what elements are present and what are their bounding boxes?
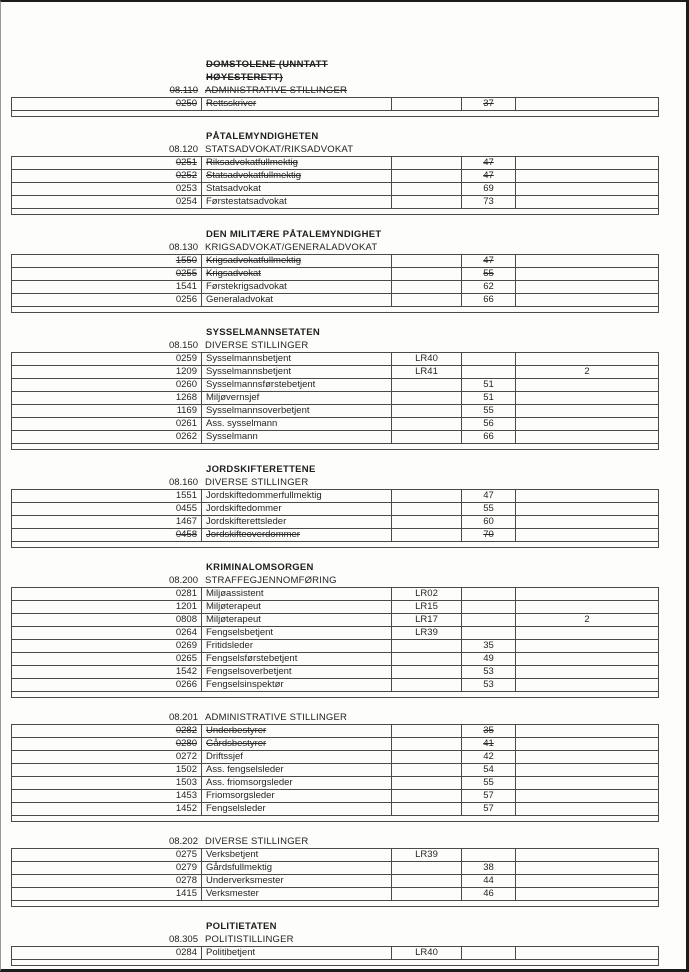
- note-cell: [516, 725, 658, 737]
- position-title-cell: Verksmester: [202, 888, 392, 900]
- lr-code-cell: [392, 157, 462, 169]
- note-cell: [516, 98, 658, 110]
- note-cell: [516, 353, 658, 365]
- lr-code-cell: LR40: [392, 947, 462, 959]
- salary-grade-cell: 57: [462, 790, 516, 802]
- table-row: [12, 764, 658, 777]
- section: [1, 835, 686, 907]
- salary-grade-cell: 55: [462, 268, 516, 280]
- note-cell: [516, 529, 658, 541]
- note-cell: [516, 640, 658, 652]
- lr-code-cell: [392, 640, 462, 652]
- salary-grade-cell: 37: [462, 98, 516, 110]
- note-cell: 2: [584, 366, 590, 377]
- lr-code-cell: [392, 503, 462, 515]
- table-row: [12, 653, 658, 666]
- table-row: [12, 157, 658, 170]
- table-row: [12, 725, 658, 738]
- position-title-cell: Fengselsførstebetjent: [202, 653, 392, 665]
- salary-grade-cell: 53: [462, 679, 516, 691]
- salary-grade-cell: [462, 353, 516, 365]
- lr-code-cell: [392, 764, 462, 776]
- salary-grade-cell: 51: [462, 379, 516, 391]
- positions-table: [11, 156, 659, 215]
- position-code-cell: 1503: [12, 777, 202, 789]
- table-row: [12, 268, 658, 281]
- lr-code-cell: [392, 490, 462, 502]
- lr-code-cell: [392, 281, 462, 293]
- lr-code-cell: LR02: [392, 588, 462, 600]
- positions-table: [11, 724, 659, 822]
- position-code-cell: 0250: [12, 98, 202, 110]
- note-cell: [516, 268, 658, 280]
- lr-code-cell: [392, 777, 462, 789]
- position-code-cell: 0253: [12, 183, 202, 195]
- position-code-cell: 1201: [12, 601, 202, 613]
- table-row: [12, 281, 658, 294]
- table-row: [12, 588, 658, 601]
- position-code-cell: 0259: [12, 353, 202, 365]
- note-cell: [516, 431, 658, 443]
- note-cell: [516, 516, 658, 528]
- subsection-heading: ADMINISTRATIVE STILLINGER: [205, 712, 348, 723]
- note-cell: [516, 588, 658, 600]
- position-title-cell: Jordskiftedommer: [202, 503, 392, 515]
- salary-grade-cell: 35: [462, 640, 516, 652]
- table-row: [12, 627, 658, 640]
- salary-grade-cell: 60: [462, 516, 516, 528]
- position-title-cell: Underbestyrer: [202, 725, 392, 737]
- note-cell: [516, 947, 658, 959]
- subsection-heading: DIVERSE STILLINGER: [205, 836, 309, 847]
- position-title-cell: Krigsadvokat: [202, 268, 392, 280]
- position-code-cell: 1502: [12, 764, 202, 776]
- table-row: [12, 875, 658, 888]
- salary-grade-cell: 55: [462, 405, 516, 417]
- position-title-cell: Driftssjef: [202, 751, 392, 763]
- position-title-cell: Sysselmann: [202, 431, 392, 443]
- salary-grade-cell: [462, 947, 516, 959]
- section: [1, 463, 686, 548]
- salary-grade-cell: 47: [462, 157, 516, 169]
- position-title-cell: Ass. friomsorgsleder: [202, 777, 392, 789]
- salary-grade-cell: 49: [462, 653, 516, 665]
- salary-grade-cell: 47: [462, 490, 516, 502]
- table-row: [12, 294, 658, 307]
- subsection-heading: STATSADVOKAT/RIKSADVOKAT: [205, 144, 354, 155]
- section: [1, 326, 686, 450]
- lr-code-cell: [392, 790, 462, 802]
- lr-code-cell: [392, 392, 462, 404]
- note-cell: [516, 294, 658, 306]
- position-code-cell: 0272: [12, 751, 202, 763]
- table-row: [12, 98, 658, 111]
- position-title-cell: Fritidsleder: [202, 640, 392, 652]
- salary-grade-cell: [462, 588, 516, 600]
- position-code-cell: 0455: [12, 503, 202, 515]
- table-row: [12, 392, 658, 405]
- section-title: HØYESTERETT): [206, 72, 283, 83]
- position-code-cell: 1467: [12, 516, 202, 528]
- note-cell: [516, 875, 658, 887]
- table-row: [12, 196, 658, 209]
- position-code-cell: 0251: [12, 157, 202, 169]
- subsection-heading: KRIGSADVOKAT/GENERALADVOKAT: [205, 242, 378, 253]
- note-cell: [516, 627, 658, 639]
- position-code-cell: 0266: [12, 679, 202, 691]
- note-cell: [516, 196, 658, 208]
- subsection-code: 08.130: [168, 242, 198, 253]
- position-code-cell: 0280: [12, 738, 202, 750]
- subsection-heading: STRAFFEGJENNOMFØRING: [205, 575, 337, 586]
- lr-code-cell: [392, 803, 462, 815]
- section-title: DEN MILITÆRE PÅTALEMYNDIGHET: [206, 229, 382, 240]
- position-title-cell: Gårdsfullmektig: [202, 862, 392, 874]
- note-cell: [516, 255, 658, 267]
- position-title-cell: Sysselmannsbetjent: [202, 353, 392, 365]
- note-cell: [516, 490, 658, 502]
- salary-grade-cell: 47: [462, 255, 516, 267]
- table-row: [12, 790, 658, 803]
- table-row: [12, 862, 658, 875]
- subsection-code: 08.200: [168, 575, 198, 586]
- lr-code-cell: [392, 418, 462, 430]
- position-code-cell: 1415: [12, 888, 202, 900]
- position-title-cell: Underverksmester: [202, 875, 392, 887]
- position-title-cell: Miljøvernsjef: [202, 392, 392, 404]
- position-code-cell: 1268: [12, 392, 202, 404]
- lr-code-cell: [392, 405, 462, 417]
- lr-code-cell: [392, 529, 462, 541]
- position-title-cell: Miljøterapeut: [202, 614, 392, 626]
- table-row: [12, 849, 658, 862]
- note-cell: 2: [584, 614, 590, 625]
- subsection-code: 08.305: [168, 934, 198, 945]
- salary-grade-cell: [462, 366, 516, 378]
- position-title-cell: Fengselsbetjent: [202, 627, 392, 639]
- subsection-code: 08.110: [169, 85, 198, 96]
- position-title-cell: Riksadvokatfullmektig: [202, 157, 392, 169]
- position-code-cell: 1209: [12, 366, 202, 378]
- salary-grade-cell: 47: [462, 170, 516, 182]
- subsection-header: [1, 476, 686, 489]
- position-code-cell: 0458: [12, 529, 202, 541]
- lr-code-cell: [392, 875, 462, 887]
- position-code-cell: 0269: [12, 640, 202, 652]
- salary-grade-cell: 44: [462, 875, 516, 887]
- salary-grade-cell: 54: [462, 764, 516, 776]
- note-cell: [516, 888, 658, 900]
- position-title-cell: Førstekrigsadvokat: [202, 281, 392, 293]
- subsection-code: 08.160: [168, 477, 198, 488]
- lr-code-cell: [392, 268, 462, 280]
- subsection-heading: DIVERSE STILLINGER: [205, 477, 309, 488]
- position-code-cell: 0261: [12, 418, 202, 430]
- positions-table: [11, 489, 659, 548]
- lr-code-cell: [392, 294, 462, 306]
- lr-code-cell: [392, 725, 462, 737]
- table-row: [12, 516, 658, 529]
- salary-grade-cell: 66: [462, 431, 516, 443]
- table-row: [12, 666, 658, 679]
- position-code-cell: 1551: [12, 490, 202, 502]
- table-row: [12, 353, 658, 366]
- position-code-cell: 0275: [12, 849, 202, 861]
- note-cell: [516, 777, 658, 789]
- section-title: PÅTALEMYNDIGHETEN: [206, 131, 319, 142]
- table-row: [12, 418, 658, 431]
- table-row: [12, 777, 658, 790]
- note-cell: [516, 281, 658, 293]
- lr-code-cell: [392, 888, 462, 900]
- salary-grade-cell: 73: [462, 196, 516, 208]
- position-title-cell: Førstestatsadvokat: [202, 196, 392, 208]
- lr-code-cell: [392, 751, 462, 763]
- note-cell: [516, 601, 658, 613]
- position-code-cell: 1550: [12, 255, 202, 267]
- position-title-cell: Politibetjent: [202, 947, 392, 959]
- lr-code-cell: LR15: [392, 601, 462, 613]
- subsection-header: [1, 84, 686, 97]
- lr-code-cell: LR39: [392, 849, 462, 861]
- subsection-header: [1, 933, 686, 946]
- subsection-header: [1, 339, 686, 352]
- salary-grade-cell: 41: [462, 738, 516, 750]
- salary-grade-cell: 70: [462, 529, 516, 541]
- salary-grade-cell: 62: [462, 281, 516, 293]
- position-title-cell: Statsadvokat: [202, 183, 392, 195]
- table-row: [12, 170, 658, 183]
- lr-code-cell: [392, 379, 462, 391]
- salary-grade-cell: [462, 849, 516, 861]
- subsection-heading: POLITISTILLINGER: [205, 934, 294, 945]
- salary-grade-cell: 35: [462, 725, 516, 737]
- section-title: POLITIETATEN: [206, 921, 277, 932]
- section-title: KRIMINALOMSORGEN: [206, 562, 314, 573]
- position-code-cell: 0265: [12, 653, 202, 665]
- positions-table: [11, 352, 659, 450]
- position-title-cell: Ass. sysselmann: [202, 418, 392, 430]
- salary-grade-cell: 55: [462, 503, 516, 515]
- position-title-cell: Fengselsleder: [202, 803, 392, 815]
- table-row: [12, 183, 658, 196]
- position-code-cell: 0256: [12, 294, 202, 306]
- position-code-cell: 0279: [12, 862, 202, 874]
- note-cell: [516, 157, 658, 169]
- subsection-code: 08.120: [168, 144, 198, 155]
- lr-code-cell: [392, 738, 462, 750]
- position-title-cell: Generaladvokat: [202, 294, 392, 306]
- position-code-cell: 0278: [12, 875, 202, 887]
- salary-grade-cell: 66: [462, 294, 516, 306]
- section-title: JORDSKIFTERETTENE: [206, 464, 316, 475]
- lr-code-cell: [392, 862, 462, 874]
- note-cell: [516, 849, 658, 861]
- salary-grade-cell: 46: [462, 888, 516, 900]
- position-title-cell: Jordskiftedommerfullmektig: [202, 490, 392, 502]
- lr-code-cell: [392, 255, 462, 267]
- section-title: DOMSTOLENE (UNNTATT: [206, 59, 328, 70]
- position-code-cell: 0281: [12, 588, 202, 600]
- salary-grade-cell: 38: [462, 862, 516, 874]
- lr-code-cell: LR17: [392, 614, 462, 626]
- salary-grade-cell: 69: [462, 183, 516, 195]
- position-title-cell: Jordskifterettsleder: [202, 516, 392, 528]
- position-code-cell: 0808: [12, 614, 202, 626]
- note-cell: [516, 679, 658, 691]
- position-title-cell: Ass. fengselsleder: [202, 764, 392, 776]
- subsection-header: [1, 241, 686, 254]
- position-title-cell: Jordskifteoverdommer: [202, 529, 392, 541]
- salary-grade-cell: [462, 601, 516, 613]
- positions-table: [11, 946, 659, 966]
- note-cell: [516, 503, 658, 515]
- salary-grade-cell: 42: [462, 751, 516, 763]
- salary-grade-cell: [462, 614, 516, 626]
- section: [1, 561, 686, 698]
- position-code-cell: 0284: [12, 947, 202, 959]
- position-code-cell: 1452: [12, 803, 202, 815]
- note-cell: [516, 405, 658, 417]
- salary-grade-cell: [462, 627, 516, 639]
- position-title-cell: Gårdsbestyrer: [202, 738, 392, 750]
- lr-code-cell: LR40: [392, 353, 462, 365]
- table-row: [12, 640, 658, 653]
- note-cell: [516, 666, 658, 678]
- subsection-code: 08.201: [168, 712, 198, 723]
- lr-code-cell: LR41: [392, 366, 462, 378]
- position-title-cell: Rettsskriver: [202, 98, 392, 110]
- subsection-heading: ADMINISTRATIVE STILLINGER: [205, 85, 348, 96]
- position-code-cell: 0264: [12, 627, 202, 639]
- subsection-heading: DIVERSE STILLINGER: [205, 340, 309, 351]
- lr-code-cell: [392, 666, 462, 678]
- table-row: [12, 614, 658, 627]
- table-row: [12, 601, 658, 614]
- position-code-cell: 1541: [12, 281, 202, 293]
- positions-table: [11, 587, 659, 698]
- note-cell: [516, 418, 658, 430]
- subsection-header: [1, 574, 686, 587]
- lr-code-cell: [392, 653, 462, 665]
- table-row: [12, 751, 658, 764]
- position-code-cell: 0254: [12, 196, 202, 208]
- position-title-cell: Friomsorgsleder: [202, 790, 392, 802]
- note-cell: [516, 738, 658, 750]
- table-row: [12, 738, 658, 751]
- position-title-cell: Fengselsoverbetjent: [202, 666, 392, 678]
- table-row: [12, 366, 658, 379]
- position-title-cell: Sysselmannsoverbetjent: [202, 405, 392, 417]
- lr-code-cell: [392, 431, 462, 443]
- section: [1, 58, 686, 117]
- position-title-cell: Miljøassistent: [202, 588, 392, 600]
- position-code-cell: 0262: [12, 431, 202, 443]
- note-cell: [516, 392, 658, 404]
- subsection-header: [1, 711, 686, 724]
- subsection-code: 08.150: [168, 340, 198, 351]
- table-row: [12, 803, 658, 816]
- position-title-cell: Fengselsinspektør: [202, 679, 392, 691]
- section-title: SYSSELMANNSETATEN: [206, 327, 321, 338]
- subsection-header: [1, 143, 686, 156]
- section: [1, 228, 686, 313]
- position-code-cell: 0252: [12, 170, 202, 182]
- position-code-cell: 0282: [12, 725, 202, 737]
- note-cell: [516, 183, 658, 195]
- position-title-cell: Sysselmannsbetjent: [202, 366, 392, 378]
- table-row: [12, 490, 658, 503]
- position-title-cell: Sysselmannsførstebetjent: [202, 379, 392, 391]
- note-cell: [516, 862, 658, 874]
- document-body: [1, 58, 686, 966]
- salary-grade-cell: 55: [462, 777, 516, 789]
- table-row: [12, 379, 658, 392]
- position-code-cell: 0255: [12, 268, 202, 280]
- note-cell: [516, 170, 658, 182]
- position-title-cell: Krigsadvokatfullmektig: [202, 255, 392, 267]
- section: [1, 920, 686, 966]
- position-code-cell: 1542: [12, 666, 202, 678]
- position-title-cell: Verksbetjent: [202, 849, 392, 861]
- table-row: [12, 431, 658, 444]
- note-cell: [516, 790, 658, 802]
- lr-code-cell: [392, 183, 462, 195]
- note-cell: [516, 764, 658, 776]
- salary-grade-cell: 53: [462, 666, 516, 678]
- positions-table: [11, 848, 659, 907]
- salary-grade-cell: 57: [462, 803, 516, 815]
- position-title-cell: Miljøterapeut: [202, 601, 392, 613]
- table-row: [12, 255, 658, 268]
- lr-code-cell: [392, 196, 462, 208]
- note-cell: [516, 653, 658, 665]
- positions-table: [11, 254, 659, 313]
- position-title-cell: Statsadvokatfullmektig: [202, 170, 392, 182]
- table-row: [12, 888, 658, 901]
- table-row: [12, 503, 658, 516]
- lr-code-cell: [392, 170, 462, 182]
- salary-grade-cell: 56: [462, 418, 516, 430]
- position-code-cell: 1453: [12, 790, 202, 802]
- subsection-header: [1, 835, 686, 848]
- section: [1, 130, 686, 215]
- position-code-cell: 0260: [12, 379, 202, 391]
- position-code-cell: 1169: [12, 405, 202, 417]
- lr-code-cell: [392, 516, 462, 528]
- note-cell: [516, 379, 658, 391]
- section: [1, 711, 686, 822]
- note-cell: [516, 803, 658, 815]
- lr-code-cell: LR39: [392, 627, 462, 639]
- note-cell: [516, 751, 658, 763]
- lr-code-cell: [392, 98, 462, 110]
- table-row: [12, 679, 658, 692]
- table-row: [12, 529, 658, 542]
- lr-code-cell: [392, 679, 462, 691]
- salary-grade-cell: 51: [462, 392, 516, 404]
- table-row: [12, 405, 658, 418]
- table-row: [12, 947, 658, 960]
- subsection-code: 08.202: [168, 836, 198, 847]
- positions-table: [11, 97, 659, 117]
